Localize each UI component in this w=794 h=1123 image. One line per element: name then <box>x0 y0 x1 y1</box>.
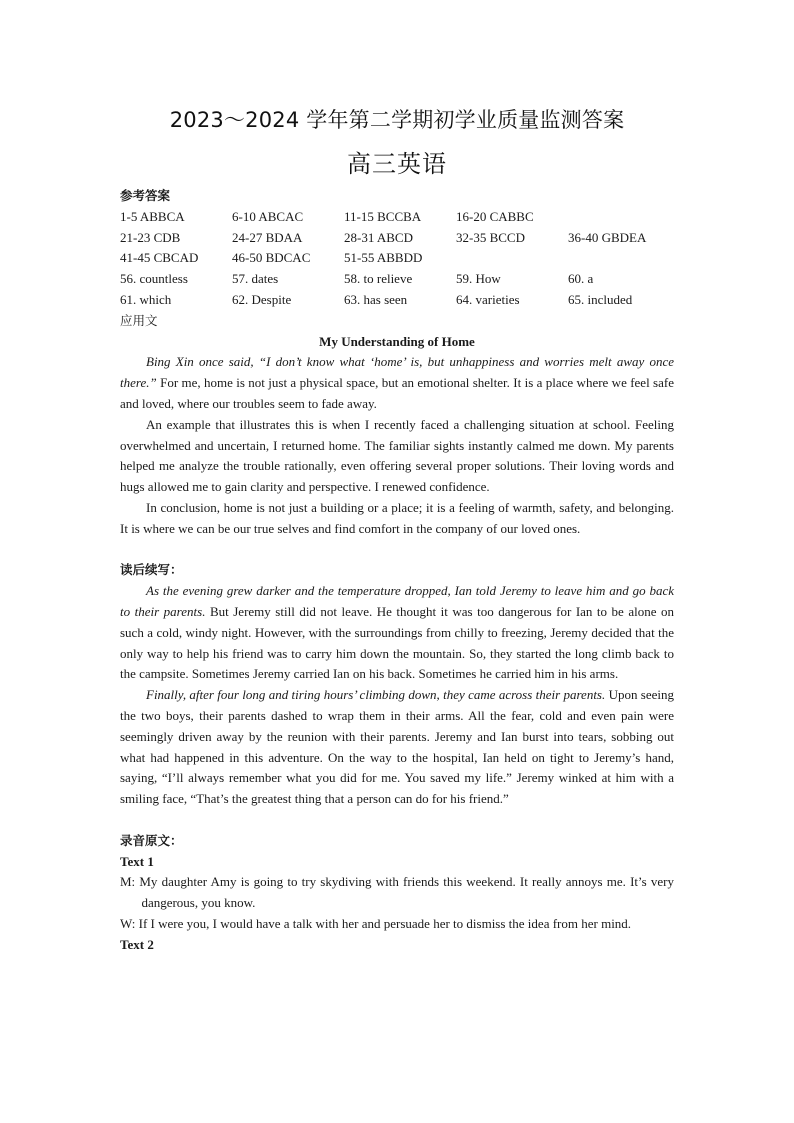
document-body <box>120 186 674 955</box>
essay-title: My Understanding of Home <box>319 333 475 349</box>
answer-cell: 60. a <box>568 271 594 287</box>
continuation-paragraph: Finally, after four long and tiring hours’ climbing down, they came across their parents. Upon seeing the two boys, their parents dashed to wrap them in their arms. All the fear, cold and even pain were seemingly driven away by the reunion with their parents. Jeremy and Ian burst into tears, sobbing out what had happened in this adventure. On the way to the hospital, Ian held on tight to Jeremy’s hand, saying, “I’ll always remember what you did for me. You saved my life.” Jeremy winked at him with a smiling face, “That’s the greatest thing that a person can do for his friend.” <box>120 687 674 807</box>
answer-cell: 46-50 BDCAC <box>232 250 311 266</box>
answer-row <box>120 290 674 311</box>
essay-quote: Bing Xin once said, “I don’t know what ‘home’ is, but unhappiness and worries melt away once there.” <box>120 354 674 391</box>
answer-cell: 36-40 GBDEA <box>568 229 647 245</box>
answer-cell: 63. has seen <box>344 291 408 307</box>
document-subtitle: 高三英语 <box>347 150 447 178</box>
essay-paragraph: An example that illustrates this is when I recently faced a challenging situation at school. Feeling overwhelmed and uncertain, I returned home. The familiar sights instantly calmed me down. My parents helped me analyze the trouble rationally, even offering several proper solutions. Their loving words and hugs allowed me to gain clarity and perspective. I renewed confidence. <box>120 416 674 495</box>
answer-cell: 56. countless <box>120 271 188 287</box>
answer-cell: 41-45 CBCAD <box>120 250 199 266</box>
dialogue-line: W: If I were you, I would have a talk with her and persuade her to dismiss the idea from her mind. <box>120 915 632 931</box>
answer-cell: 1-5 ABBCA <box>120 208 185 224</box>
transcript-label: 录音原文： <box>120 832 183 848</box>
answer-cell: 21-23 CDB <box>120 229 181 245</box>
answer-row <box>120 248 674 269</box>
answer-cell: 16-20 CABBC <box>456 208 534 224</box>
answer-cell: 6-10 ABCAC <box>232 208 304 224</box>
text-heading: Text 1 <box>120 853 154 869</box>
answer-row <box>120 207 674 228</box>
essay-paragraph: Bing Xin once said, “I don’t know what ‘home’ is, but unhappiness and worries melt away once there.” For me, home is not just a physical space, but an emotional shelter. It is a place where we feel safe and loved, where our troubles seem to fade away. <box>120 354 674 411</box>
answer-cell: 57. dates <box>232 271 279 287</box>
answer-cell: 59. How <box>456 271 501 287</box>
answers-label: 参考答案 <box>120 188 171 203</box>
answer-cell: 51-55 ABBDD <box>344 250 423 266</box>
continuation-prompt: Finally, after four long and tiring hours’ climbing down, they came across their parents. <box>146 687 606 703</box>
essay-paragraph: In conclusion, home is not just a building or a place; it is a feeling of warmth, safety, and belonging. It is where we can be our true selves and find comfort in the company of our loved ones. <box>120 499 674 536</box>
answer-cell: 11-15 BCCBA <box>344 208 422 224</box>
answer-cell: 32-35 BCCD <box>456 229 525 245</box>
answer-cell: 64. varieties <box>456 291 520 307</box>
answer-cell <box>456 248 568 269</box>
application-label: 应用文 <box>120 312 158 328</box>
answer-cell: 24-27 BDAA <box>232 229 303 245</box>
answer-cell: 58. to relieve <box>344 271 413 287</box>
dialogue-line: M: My daughter Amy is going to try skydiving with friends this weekend. It really annoys me. It’s very dangerous, you know. <box>120 874 674 911</box>
answer-row <box>120 269 674 290</box>
document-title: 2023～2024 学年第二学期初学业质量监测答案 <box>169 108 625 132</box>
answer-cell: 62. Despite <box>232 291 292 307</box>
answer-cell: 61. which <box>120 291 172 307</box>
continuation-label: 读后续写： <box>120 562 183 578</box>
continuation-paragraph: As the evening grew darker and the temperature dropped, Ian told Jeremy to leave him and go back to their parents. But Jeremy still did not leave. He thought it was too dangerous for Ian to be alone on such a cold, windy night. However, with the surroundings from chilly to freezing, Jeremy decided that the only way to help his friend was to carry him down the mountain. So, they started the long climb back to the campsite. Sometimes Jeremy carried Ian on his back. Sometimes he carried him in his arms. <box>120 583 674 682</box>
answer-cell: 65. included <box>568 291 633 307</box>
answer-cell: 28-31 ABCD <box>344 229 413 245</box>
text-heading: Text 2 <box>120 936 154 952</box>
answer-row <box>120 228 674 249</box>
continuation-prompt: As the evening grew darker and the temperature dropped, Ian told Jeremy to leave him and go back to their parents. <box>120 583 674 619</box>
